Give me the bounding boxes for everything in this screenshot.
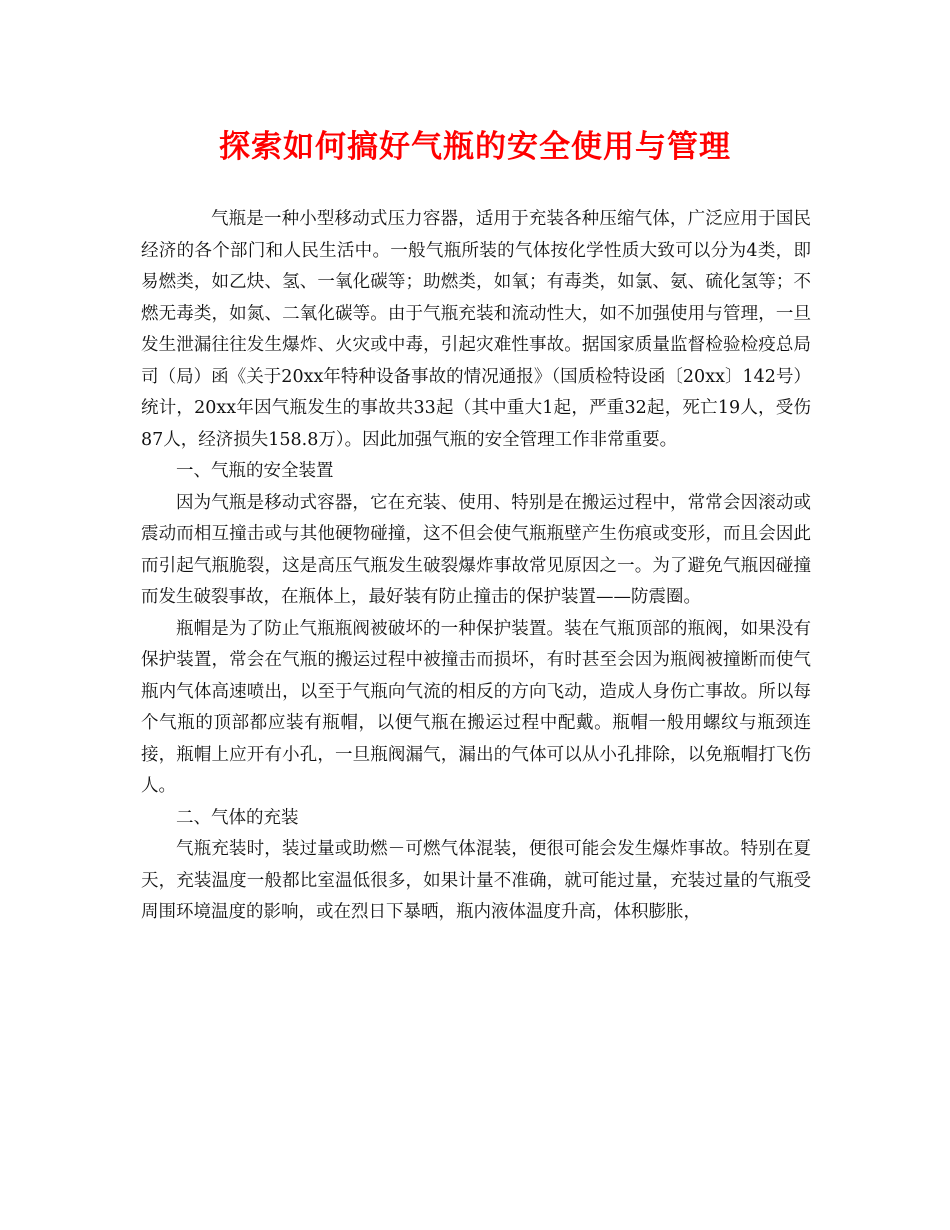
document-body [141,204,811,929]
document-title: 探索如何搞好气瓶的安全使用与管理 [219,129,731,165]
paragraph-anti-vibration-ring: 因为气瓶是移动式容器，它在充装、使用、特别是在搬运过程中，常常会因滚动或震动而相互撞击或与其他硬物碰撞，这不但会使气瓶瓶壁产生伤痕或变形，而且会因此而引起气瓶脆裂，这是高压气瓶发生破裂爆炸事故常见原因之一。为了避免气瓶因碰撞而发生破裂事故，在瓶体上，最好装有防止撞击的保护装置——防震圈。 [141,492,811,607]
paragraph-bottle-cap: 瓶帽是为了防止气瓶瓶阀被破坏的一种保护装置。装在气瓶顶部的瓶阀，如果没有保护装置，常会在气瓶的搬运过程中被撞击而损坏，有时甚至会因为瓶阀被撞断而使气瓶内气体高速喷出，以至于气瓶向气流的相反的方向飞动，造成人身伤亡事故。所以每个气瓶的顶部都应装有瓶帽，以便气瓶在搬运过程中配戴。瓶帽一般用螺纹与瓶颈连接，瓶帽上应开有小孔，一旦瓶阀漏气，漏出的气体可以从小孔排除，以免瓶帽打飞伤人。 [141,618,811,796]
section-heading-safety-devices: 一、气瓶的安全装置 [176,461,334,481]
section-heading-gas-filling: 二、气体的充装 [176,807,299,828]
intro-paragraph: 气瓶是一种小型移动式压力容器，适用于充装各种压缩气体，广泛应用于国民经济的各个部门和人民生活中。一般气瓶所装的气体按化学性质大致可以分为4类，即易燃类，如乙炔、氢、一氧化碳等；助燃类，如氧；有毒类，如氯、氨、硫化氢等；不燃无毒类，如氮、二氧化碳等。由于气瓶充装和流动性大，如不加强使用与管理，一旦发生泄漏往往发生爆炸、火灾或中毒，引起灾难性事故。据国家质量监督检验检疫总局司（局）函《关于20xx年特种设备事故的情况通报》（国质检特设函〔20xx〕142号）统计，20xx年因气瓶发生的事故共33起（其中重大1起，严重32起，死亡19人，受伤87人，经济损失158.8万）。因此加强气瓶的安全管理工作非常重要。 [141,209,811,450]
paragraph-gas-filling: 气瓶充装时，装过量或助燃－可燃气体混装，便很可能会发生爆炸事故。特别在夏天，充装温度一般都比室温低很多，如果计量不准确，就可能过量，充装过量的气瓶受周围环境温度的影响，或在烈日下暴晒，瓶内液体温度升高，体积膨胀， [141,839,811,922]
